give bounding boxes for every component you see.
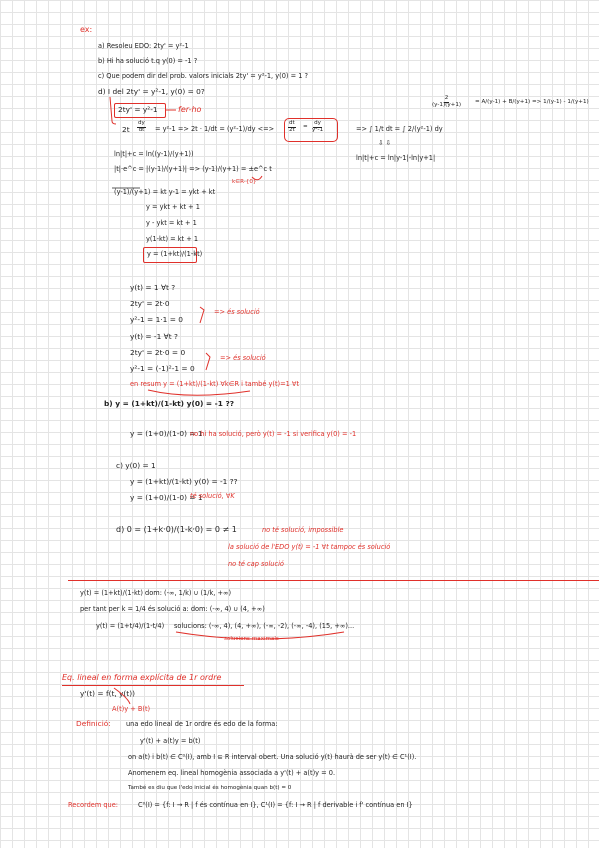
part-d-line: d) 0 = (1+k·0)/(1-k·0) = 0 ≠ 1: [116, 525, 237, 534]
definicio-label: Definició:: [76, 719, 111, 728]
linear-form: y'(t) + a(t)y = b(t): [140, 737, 201, 745]
dy-y2-fraction: $\frac{dy}{\text{y²-1}}$: [312, 120, 324, 133]
ex-label: ex:: [80, 25, 93, 34]
domain-line-2: per tant per k = 1/4 és solució a: dom: (-∞, 4) ∪ (4, +∞): [80, 605, 265, 613]
log-line: ln|t|+c = ln|y-1|-ln|y+1|: [356, 154, 436, 162]
check-5: 2ty' = 2t·0 = 0: [130, 348, 186, 357]
check-6: y²-1 = (-1)²-1 = 0: [130, 364, 195, 373]
maximals-note: solucions maximals: [224, 636, 279, 642]
es-solucio-note-1: => és solució: [214, 308, 260, 316]
linear-eq-2: A(t)y + B(t): [112, 705, 151, 713]
step-6: y(1-kt) = kt + 1: [146, 235, 199, 243]
bracket-stroke-3: [206, 353, 210, 370]
domain-line-3-right: solucions: (-∞, 4), (4, +∞), (-∞, -2), (-∞, -4), (15, +∞)...: [174, 622, 355, 630]
integral-line: => ∫ 1/t dt = ∫ 2/(y²-1) dy: [356, 125, 443, 133]
homogeneous-def: Anomenem eq. lineal homogènia associada a y'(t) + a(t)y = 0.: [128, 769, 336, 777]
check-4: y(t) = -1 ∀t ?: [130, 332, 178, 341]
homogeneous-note: També es diu que l'edo inicial és homogènia quan b(t) = 0: [128, 785, 292, 791]
boxed-equation: 2ty' = y²-1: [118, 105, 158, 114]
linear-condition: on a(t) i b(t) ∈ C⁰(I), amb I ⊆ R interval obert. Una solució y(t) haurà de ser y(t) ∈ C¹(I).: [128, 753, 417, 761]
fer-ho-note: fer-ho: [178, 105, 202, 114]
part-d-note-1: no té solució, impossible: [262, 526, 344, 534]
dt-2t-fraction: $\frac{dt}{2t}$: [288, 120, 295, 133]
bracket-stroke-1: [110, 97, 116, 124]
item-c: c) Que podem dir del prob. valors inicials 2ty' = y²-1, y(0) = 1 ?: [98, 72, 308, 80]
boxed-solution: y = (1+kt)/(1-kt): [147, 250, 203, 258]
step-1: ln|t|+c = ln((y-1)/(y+1)): [114, 150, 194, 158]
es-solucio-note-2: => és solució: [220, 354, 266, 362]
underline-stroke-1: [148, 390, 250, 395]
item-d: d) I del 2ty' = y²-1, y(0) = 0?: [98, 87, 205, 96]
k-real-note: k∈R-{0}: [232, 179, 257, 185]
en-resum: en resum y = (1+kt)/(1-kt) ∀k∈R i també y(t)=1 ∀t: [130, 380, 300, 388]
part-c-line-2: y = (1+kt)/(1-kt) y(0) = -1 ??: [130, 477, 238, 486]
part-c-note: té solució, ∀K: [190, 492, 235, 500]
step-2: |t|·e^c = |(y-1)/(y+1)| => (y-1)/(y+1) = ±e^c t: [114, 165, 272, 173]
linear-eq-1: y'(t) = f(t, y(t)): [80, 689, 135, 698]
step-4: y = ykt + kt + 1: [146, 203, 200, 211]
arrow-stroke-3: [114, 688, 130, 704]
part-b-note: no hi ha solució, però y(t) = -1 si verifica y(0) = -1: [190, 430, 357, 438]
sep-line-start: 2t: [122, 125, 130, 134]
domain-line-1: y(t) = (1+kt)/(1-kt) dom: (-∞, 1/k) ∪ (1/k, +∞): [80, 589, 232, 597]
part-b-line: b) y = (1+kt)/(1-kt) y(0) = -1 ??: [104, 399, 235, 408]
equals-sign: =: [303, 124, 308, 130]
part-c-line-1: c) y(0) = 1: [116, 461, 156, 470]
domain-line-3-left: y(t) = (1+t/4)/(1-t/4): [96, 622, 165, 630]
part-c-line-3: y = (1+0)/(1-0) = 1: [130, 493, 203, 502]
linear-heading: Eq. lineal en forma explícita de 1r ordre: [62, 673, 222, 682]
recordem-label: Recordem que:: [68, 801, 119, 809]
part-d-note-3: no té cap solució: [228, 560, 284, 568]
underline-stroke-2: [176, 632, 344, 639]
check-1: y(t) = 1 ∀t ?: [130, 283, 176, 292]
item-b: b) Hi ha solució t.q y(0) = -1 ?: [98, 57, 198, 65]
partial-fraction: $\frac{2}{(y-1)(y+1)}$: [432, 95, 462, 108]
check-2: 2ty' = 2t·0: [130, 299, 170, 308]
dy-dt-fraction: $\frac{dy}{dt}$: [138, 120, 145, 133]
partial-fraction-rest: = A/(y-1) + B/(y+1) => 1/(y-1) - 1/(y+1): [475, 99, 589, 105]
arrow-stroke-2: [252, 176, 262, 180]
check-3: y²-1 = 1·1 = 0: [130, 315, 183, 324]
separation-line: = y²-1 => 2t · 1/dt = (y²-1)/dy <=>: [155, 125, 275, 133]
definicio-text: una edo lineal de 1r ordre és edo de la forma:: [126, 720, 278, 728]
step-5: y - ykt = kt + 1: [146, 219, 197, 227]
item-a: a) Resoleu EDO: 2ty' = y²-1: [98, 42, 189, 50]
part-b-result: y = (1+0)/(1-0) = 1: [130, 429, 203, 438]
part-d-note-2: la solució de l'EDO y(t) = -1 ∀t tampoc és solució: [228, 543, 391, 551]
recordem-text: C⁰(I) = {f: I → R | f és contínua en I}, C¹(I) = {f: I → R | f derivable i f' contínua en I}: [138, 801, 413, 809]
down-arrows: ⇩ ⇩: [378, 139, 392, 147]
step-3: (y-1)/(y+1) = kt y-1 = ykt + kt: [114, 188, 216, 196]
bracket-stroke-2: [200, 307, 204, 323]
